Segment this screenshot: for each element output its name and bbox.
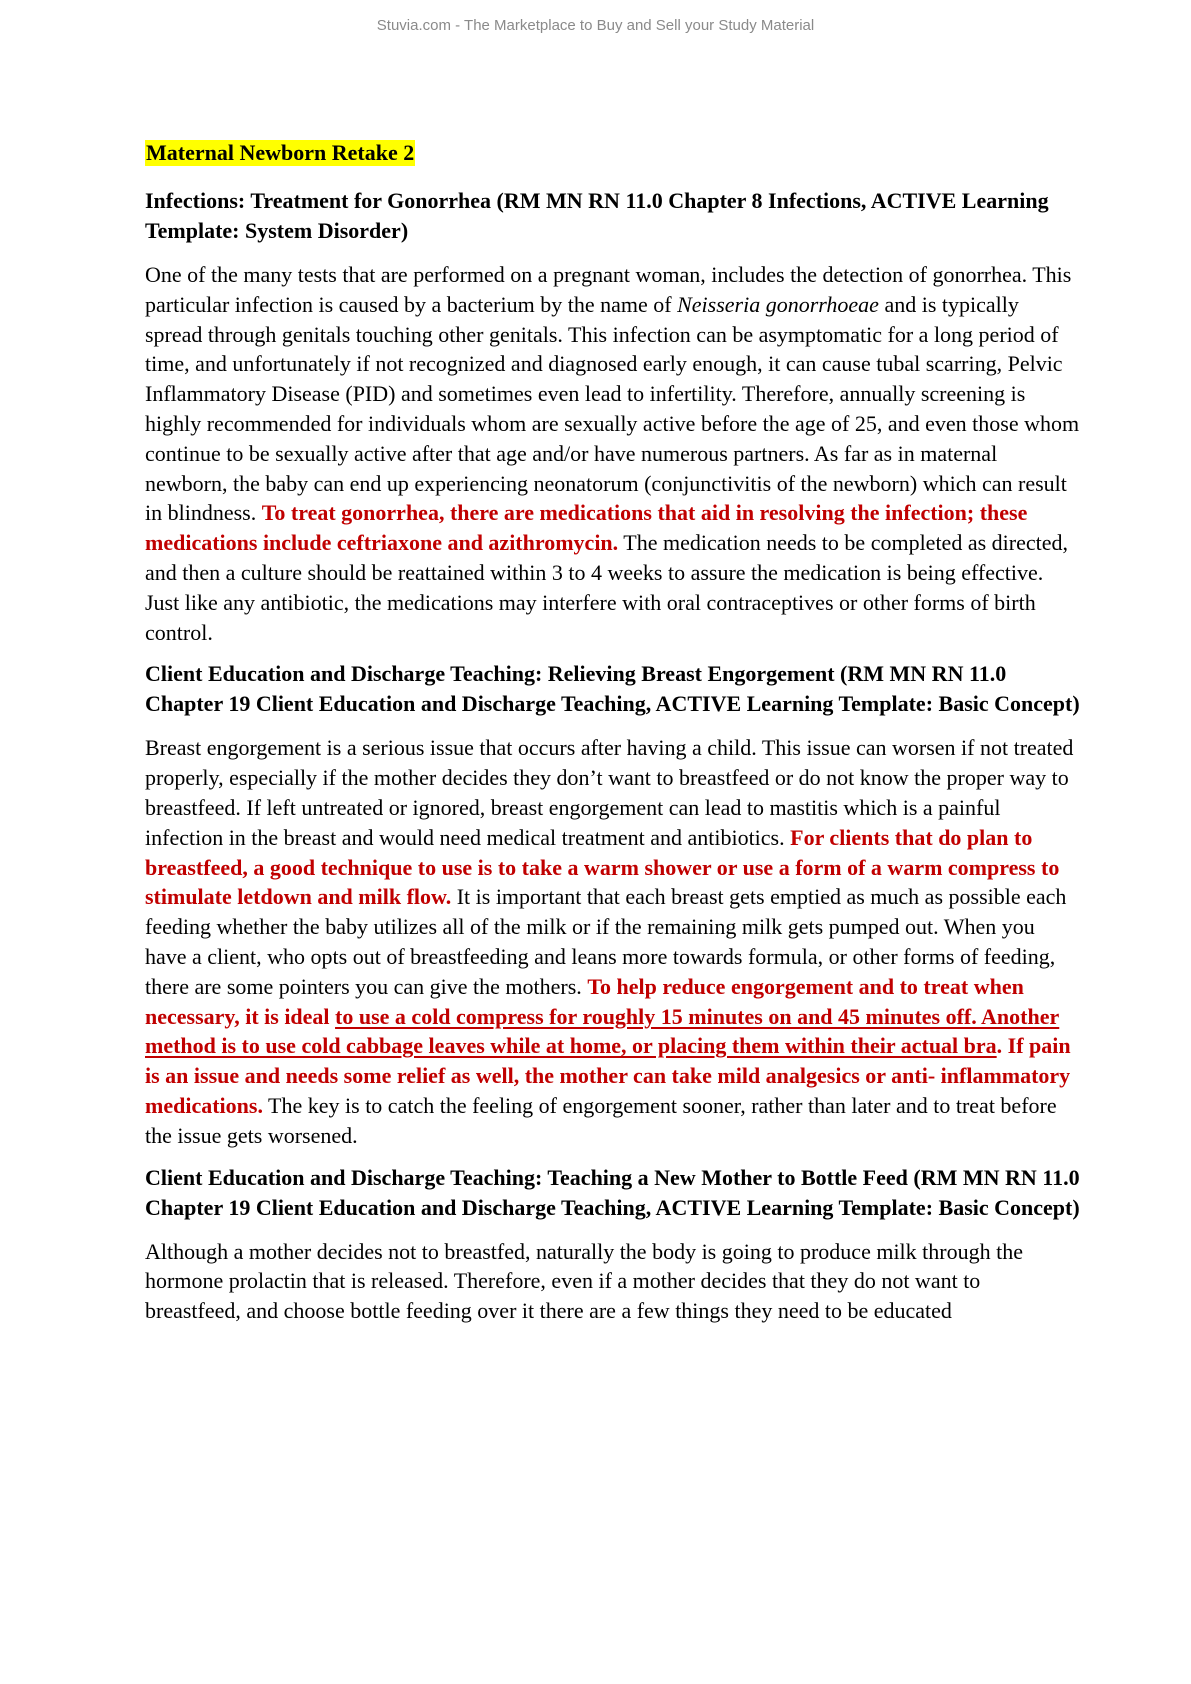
document-title: Maternal Newborn Retake 2 [146, 140, 415, 165]
section-heading: Client Education and Discharge Teaching: Relieving Breast Engorgement (RM MN RN 11.0 Chapter 19 Client Education and Discharge Teaching, ACTIVE Learning Template: Basic Concept) [145, 661, 1080, 717]
section-paragraph [145, 733, 1080, 1150]
emphasis-text: For clients that do plan to breastfeed, a good technique to use is to take a warm shower or use a form of a warm compress to stimulate letdown and milk flow. [145, 824, 1060, 910]
body-text: The key is to catch the feeling of engorgement sooner, rather than later and to treat before the issue gets worsened. [145, 1092, 1057, 1148]
emphasis-text: To treat gonorrhea, there are medications that aid in resolving the infection; these medications include ceftriaxone and azithromycin. [145, 500, 1028, 556]
section-breast-engorgement [145, 659, 1080, 1150]
body-text: One of the many tests that are performed on a pregnant woman, includes the detection of gonorrhea. This particular infection is caused by a bacterium by the name of [145, 262, 1072, 317]
section-paragraph [145, 260, 1080, 647]
body-text: The medication needs to be completed as directed, and then a culture should be reattained within 3 to 4 weeks to assure the medication is being effective. Just like any antibiotic, the medications may interfere with oral contraceptives or other forms of birth control. [145, 530, 1068, 645]
emphasis-text: . If pain is an issue and needs some relief as well, the mother can take mild analgesics or anti- inflammatory medications. [145, 1033, 1071, 1118]
section-bottle-feed [145, 1163, 1080, 1326]
section-heading: Client Education and Discharge Teaching: Teaching a New Mother to Bottle Feed (RM MN RN 11.0 Chapter 19 Client Education and Discharge Teaching, ACTIVE Learning Template: Basic Concept) [145, 1164, 1080, 1220]
underlined-emphasis-text: to use a cold compress for roughly 15 minutes on and 45 minutes off. Another method is to use cold cabbage leaves while at home, or placing them within their actual bra [145, 1003, 1060, 1059]
document-page [145, 140, 1080, 1338]
section-gonorrhea [145, 186, 1080, 647]
section-heading: Infections: Treatment for Gonorrhea (RM MN RN 11.0 Chapter 8 Infections, ACTIVE Learning Template: System Disorder) [145, 188, 1049, 243]
body-text: Although a mother decides not to breastfed, naturally the body is going to produce milk through the hormone prolactin that is released. Therefore, even if a mother decides that they do not want to breastfeed, and choose bottle feeding over it there are a few things they need to be educated [145, 1238, 1023, 1324]
body-text: It is important that each breast gets emptied as much as possible each feeding whether the baby utilizes all of the milk or if the remaining milk gets pumped out. When you have a client, who opts out of breastfeeding and leans more towards formula, or other forms of feeding, there are some pointers you can give the mothers. [145, 884, 1067, 999]
body-text: Breast engorgement is a serious issue that occurs after having a child. This issue can worsen if not treated properly, especially if the mother decides they don’t want to breastfeed or do not know the proper way to breastfeed. If left untreated or ignored, breast engorgement can lead to mastitis which is a painful infection in the breast and would need medical treatment and antibiotics. [145, 735, 1074, 850]
section-paragraph [145, 1237, 1080, 1326]
watermark-header: Stuvia.com - The Marketplace to Buy and Sell your Study Material [376, 17, 815, 34]
body-text: and is typically spread through genitals touching other genitals. This infection can be asymptomatic for a long period of time, and unfortunately if not recognized and diagnosed early enough, it can cause tubal scarring, Pelvic Inflammatory Disease (PID) and sometimes even lead to infertility. Therefore, annually screening is highly recommended for individuals whom are sexually active before the age of 25, and even those whom continue to be sexually active after that age and/or have numerous partners. As far as in maternal newborn, the baby can end up experiencing neonatorum (conjunctivitis of the newborn) which can result in blindness. [145, 291, 1080, 526]
species-name: Neisseria gonorrhoeae [677, 291, 879, 317]
emphasis-text: To help reduce engorgement and to treat when necessary, it is ideal [145, 973, 1024, 1029]
